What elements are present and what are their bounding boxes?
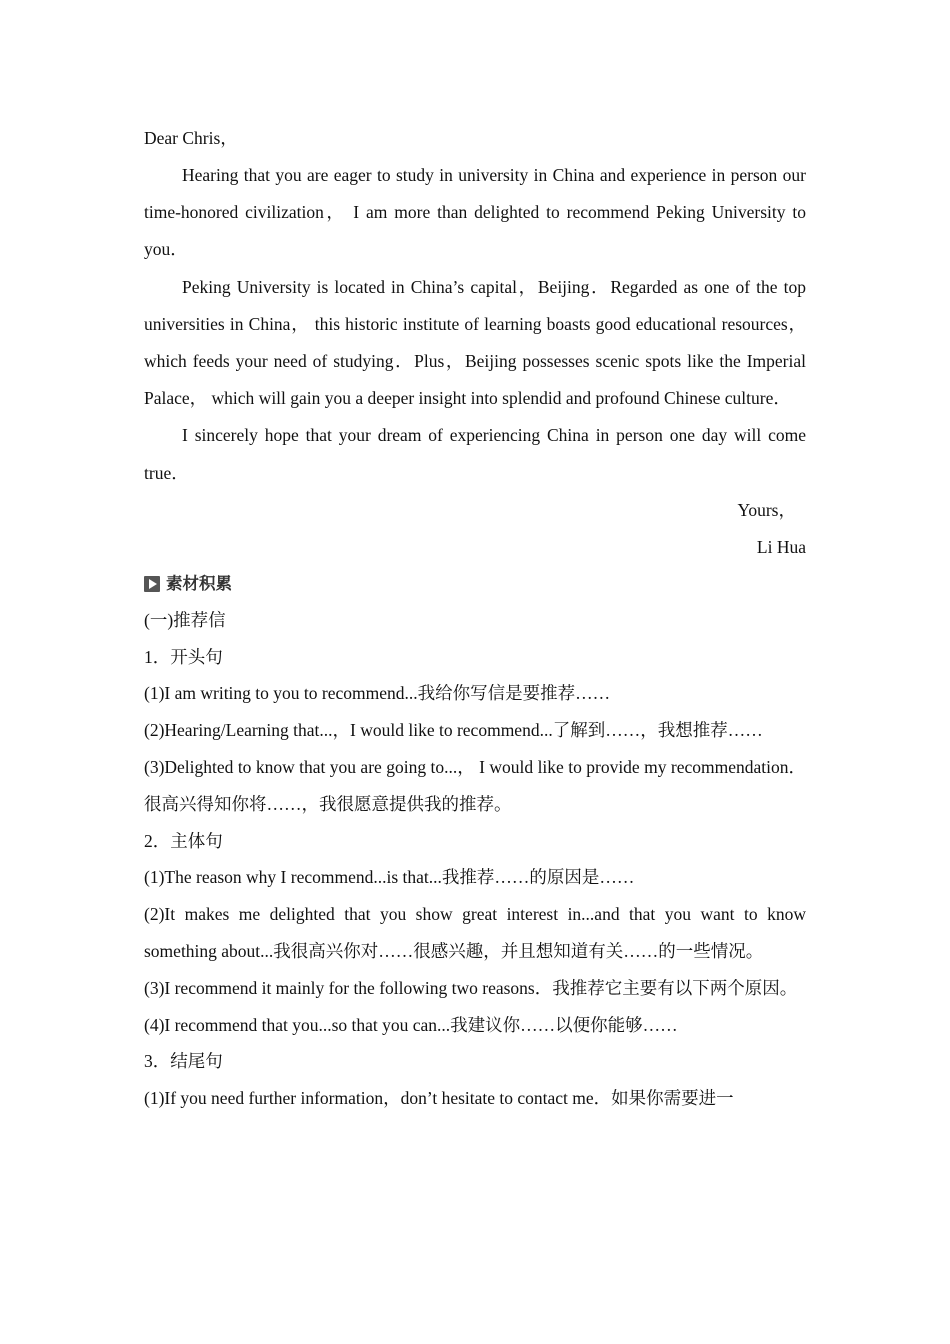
document-page (144, 120, 806, 1117)
phrase-item: (3)Delighted to know that you are going to...， I would like to provide my recommendation．很高兴得知你将……，我很愿意提供我的推荐。 (144, 757, 806, 814)
letter-paragraph: Hearing that you are eager to study in university in China and experience in person our time-honored civilization， I am more than delighted to recommend Peking University to you． (144, 165, 806, 260)
play-marker-icon (144, 576, 160, 592)
phrase-item: (3)I recommend it mainly for the following two reasons．我推荐它主要有以下两个原因。 (144, 977, 798, 998)
phrase-item: (2)Hearing/Learning that...，I would like to recommend...了解到……，我想推荐…… (144, 720, 763, 741)
letter-closing: Yours， (737, 499, 796, 520)
section-heading (144, 566, 806, 602)
phrase-item: (1)The reason why I recommend...is that...我推荐……的原因是…… (144, 867, 635, 888)
phrase-item: (2)It makes me delighted that you show great interest in...and that you want to know something about...我很高兴你对……很感兴趣，并且想知道有关……的一些情况。 (144, 904, 806, 961)
phrase-item: (4)I recommend that you...so that you can...我建议你……以便你能够…… (144, 1014, 678, 1035)
group-heading: 1．开头句 (144, 646, 223, 667)
group-heading: 2．主体句 (144, 830, 223, 851)
letter-paragraph: Peking University is located in China’s capital，Beijing．Regarded as one of the top universities in China， this historic institute of learning boasts good educational resources，which feeds your need of studying．Plus，Beijing possesses scenic spots like the Imperial Palace， which will gain you a deeper insight into splendid and profound Chinese culture． (144, 276, 806, 409)
phrase-item: (1)I am writing to you to recommend...我给你写信是要推荐…… (144, 683, 611, 704)
category-title: (一)推荐信 (144, 609, 226, 630)
letter-greeting: Dear Chris， (144, 128, 238, 148)
group-heading: 3．结尾句 (144, 1051, 223, 1072)
section-title: 素材积累 (166, 573, 232, 593)
phrase-item: (1)If you need further information，don’t hesitate to contact me．如果你需要进一 (144, 1088, 734, 1109)
letter-signature: Li Hua (756, 536, 806, 557)
letter-paragraph: I sincerely hope that your dream of experiencing China in person one day will come true． (144, 425, 806, 483)
